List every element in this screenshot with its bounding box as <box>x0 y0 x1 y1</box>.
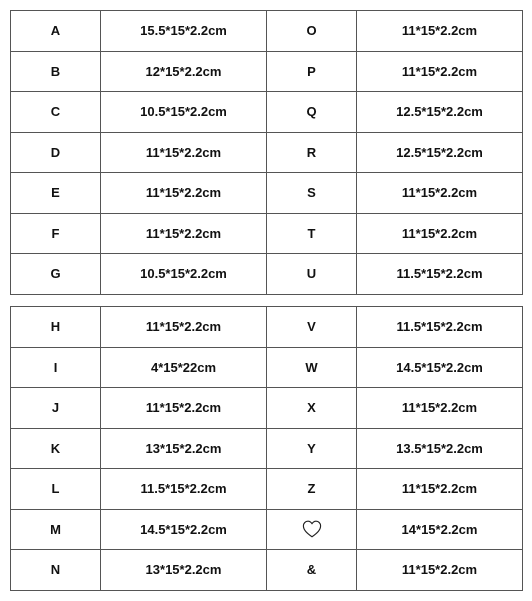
letter-cell: P <box>267 51 357 92</box>
size-cell: 11*15*2.2cm <box>101 173 267 214</box>
table-row <box>11 307 523 348</box>
size-cell: 11.5*15*2.2cm <box>357 307 523 348</box>
size-cell: 10.5*15*2.2cm <box>101 254 267 295</box>
table-row <box>11 213 523 254</box>
table-row <box>11 347 523 388</box>
letter-cell: Y <box>267 428 357 469</box>
letter-cell: U <box>267 254 357 295</box>
table-row <box>11 173 523 214</box>
letter-cell: Q <box>267 92 357 133</box>
table-row <box>11 11 523 52</box>
letter-cell: X <box>267 388 357 429</box>
size-cell: 11*15*2.2cm <box>101 132 267 173</box>
letter-cell: V <box>267 307 357 348</box>
letter-cell: & <box>267 550 357 591</box>
size-cell: 11*15*2.2cm <box>357 213 523 254</box>
size-cell: 11*15*2.2cm <box>101 388 267 429</box>
table-row <box>11 469 523 510</box>
letter-cell: A <box>11 11 101 52</box>
letter-cell: I <box>11 347 101 388</box>
size-cell: 11*15*2.2cm <box>357 469 523 510</box>
letter-cell: S <box>267 173 357 214</box>
size-cell: 11*15*2.2cm <box>357 51 523 92</box>
size-cell: 13*15*2.2cm <box>101 428 267 469</box>
size-cell: 12.5*15*2.2cm <box>357 92 523 133</box>
size-cell: 4*15*22cm <box>101 347 267 388</box>
letter-cell: G <box>11 254 101 295</box>
size-cell: 12*15*2.2cm <box>101 51 267 92</box>
size-cell: 13.5*15*2.2cm <box>357 428 523 469</box>
size-cell: 14.5*15*2.2cm <box>101 509 267 550</box>
table-row <box>11 51 523 92</box>
letter-cell: M <box>11 509 101 550</box>
table-row <box>11 132 523 173</box>
size-cell: 14.5*15*2.2cm <box>357 347 523 388</box>
letter-cell: K <box>11 428 101 469</box>
size-cell: 11.5*15*2.2cm <box>357 254 523 295</box>
table-row <box>11 509 523 550</box>
size-cell: 11.5*15*2.2cm <box>101 469 267 510</box>
letter-cell: C <box>11 92 101 133</box>
letter-cell: B <box>11 51 101 92</box>
size-cell: 15.5*15*2.2cm <box>101 11 267 52</box>
letter-cell: R <box>267 132 357 173</box>
table-row <box>11 92 523 133</box>
heart-cell <box>267 509 357 550</box>
size-cell: 11*15*2.2cm <box>357 550 523 591</box>
letter-cell: H <box>11 307 101 348</box>
letter-cell: J <box>11 388 101 429</box>
heart-icon <box>302 520 322 538</box>
size-cell: 11*15*2.2cm <box>357 388 523 429</box>
table-row <box>11 254 523 295</box>
size-cell: 11*15*2.2cm <box>101 307 267 348</box>
letter-cell: N <box>11 550 101 591</box>
letter-cell: W <box>267 347 357 388</box>
size-cell: 10.5*15*2.2cm <box>101 92 267 133</box>
letter-cell: F <box>11 213 101 254</box>
size-table-top <box>10 10 523 295</box>
letter-cell: T <box>267 213 357 254</box>
size-cell: 13*15*2.2cm <box>101 550 267 591</box>
table-row <box>11 388 523 429</box>
size-table-bottom <box>10 306 523 591</box>
size-cell: 14*15*2.2cm <box>357 509 523 550</box>
letter-cell: O <box>267 11 357 52</box>
letter-cell: Z <box>267 469 357 510</box>
letter-cell: L <box>11 469 101 510</box>
table-row <box>11 428 523 469</box>
size-cell: 11*15*2.2cm <box>101 213 267 254</box>
letter-cell: E <box>11 173 101 214</box>
size-cell: 11*15*2.2cm <box>357 11 523 52</box>
size-cell: 12.5*15*2.2cm <box>357 132 523 173</box>
table-row <box>11 550 523 591</box>
letter-cell: D <box>11 132 101 173</box>
size-cell: 11*15*2.2cm <box>357 173 523 214</box>
